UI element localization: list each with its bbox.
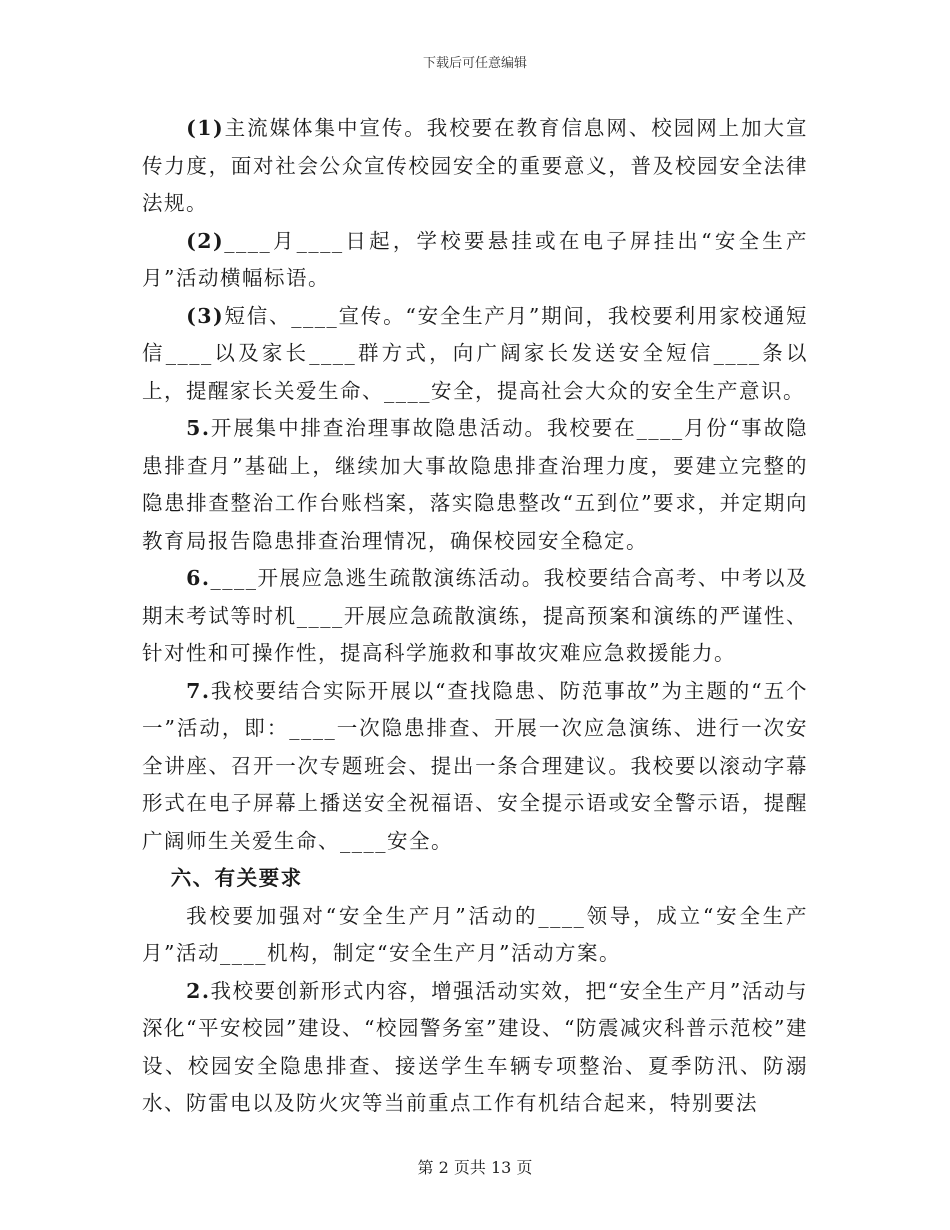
page-footer: 第 2 页共 13 页 <box>417 1158 533 1177</box>
section-heading: 六、有关要求 <box>170 866 303 890</box>
paragraph-text: 主流媒体集中宣传。我校要在教育信息网、校园网上加大宣传力度，面对社会公众宣传校园安全的重要意义，普及校园安全法律法规。 <box>142 116 808 215</box>
page-header: 下载后可任意编辑 <box>422 56 527 71</box>
paragraph-7 <box>142 673 808 861</box>
paragraph-text: 我校要加强对“安全生产月”活动的____领导，成立“安全生产月”活动____机构，制定“安全生产月”活动方案。 <box>142 903 808 965</box>
item-number: 5. <box>186 416 211 440</box>
requirement-paragraph-2 <box>142 973 808 1123</box>
paragraph-text: 开展集中排查治理事故隐患活动。我校要在____月份“事故隐患排查月”基础上，继续加大事故隐患排查治理力度，要建立完整的隐患排查整治工作台账档案，落实隐患整改“五到位”要求，并定期向教育局报告隐患排查治理情况，确保校园安全稳定。 <box>142 416 808 553</box>
document-body <box>142 110 808 1123</box>
paragraph-text: ____月____日起，学校要悬挂或在电子屏挂出“安全生产月”活动横幅标语。 <box>142 228 808 290</box>
paragraph-6 <box>142 560 808 673</box>
item-number: 7. <box>186 678 211 703</box>
paragraph-3 <box>142 298 808 411</box>
item-number: (3) <box>186 303 225 328</box>
paragraph-text: 我校要创新形式内容，增强活动实效，把“安全生产月”活动与深化“平安校园”建设、“校园警务室”建设、“防震减灾科普示范校”建设、校园安全隐患排查、接送学生车辆专项整治、夏季防汛、防溺水、防雷电以及防火灾等当前重点工作有机结合起来，特别要法 <box>142 978 808 1115</box>
paragraph-5 <box>142 410 808 560</box>
paragraph-text: ____开展应急逃生疏散演练活动。我校要结合高考、中考以及期末考试等时机____开展应急疏散演练，提高预案和演练的严谨性、针对性和可操作性，提高科学施救和事故灾难应急救援能力。 <box>142 566 808 665</box>
item-number: (1) <box>186 116 225 140</box>
paragraph-1 <box>142 110 808 223</box>
item-number: 6. <box>186 566 211 590</box>
requirement-paragraph-1 <box>142 898 808 973</box>
item-number: (2) <box>186 228 225 253</box>
item-number: 2. <box>186 978 211 1003</box>
paragraph-text: 短信、____宣传。“安全生产月”期间，我校要利用家校通短信____以及家长____群方式，向广阔家长发送安全短信____条以上，提醒家长关爱生命、____安全，提高社会大众的安全生产意识。 <box>142 303 808 403</box>
paragraph-2 <box>142 223 808 298</box>
paragraph-text: 我校要结合实际开展以“查找隐患、防范事故”为主题的“五个一”活动，即：____一次隐患排查、开展一次应急演练、进行一次安全讲座、召开一次专题班会、提出一条合理建议。我校要以滚动字幕形式在电子屏幕上播送安全祝福语、安全提示语或安全警示语，提醒广阔师生关爱生命、____安全。 <box>142 678 808 853</box>
